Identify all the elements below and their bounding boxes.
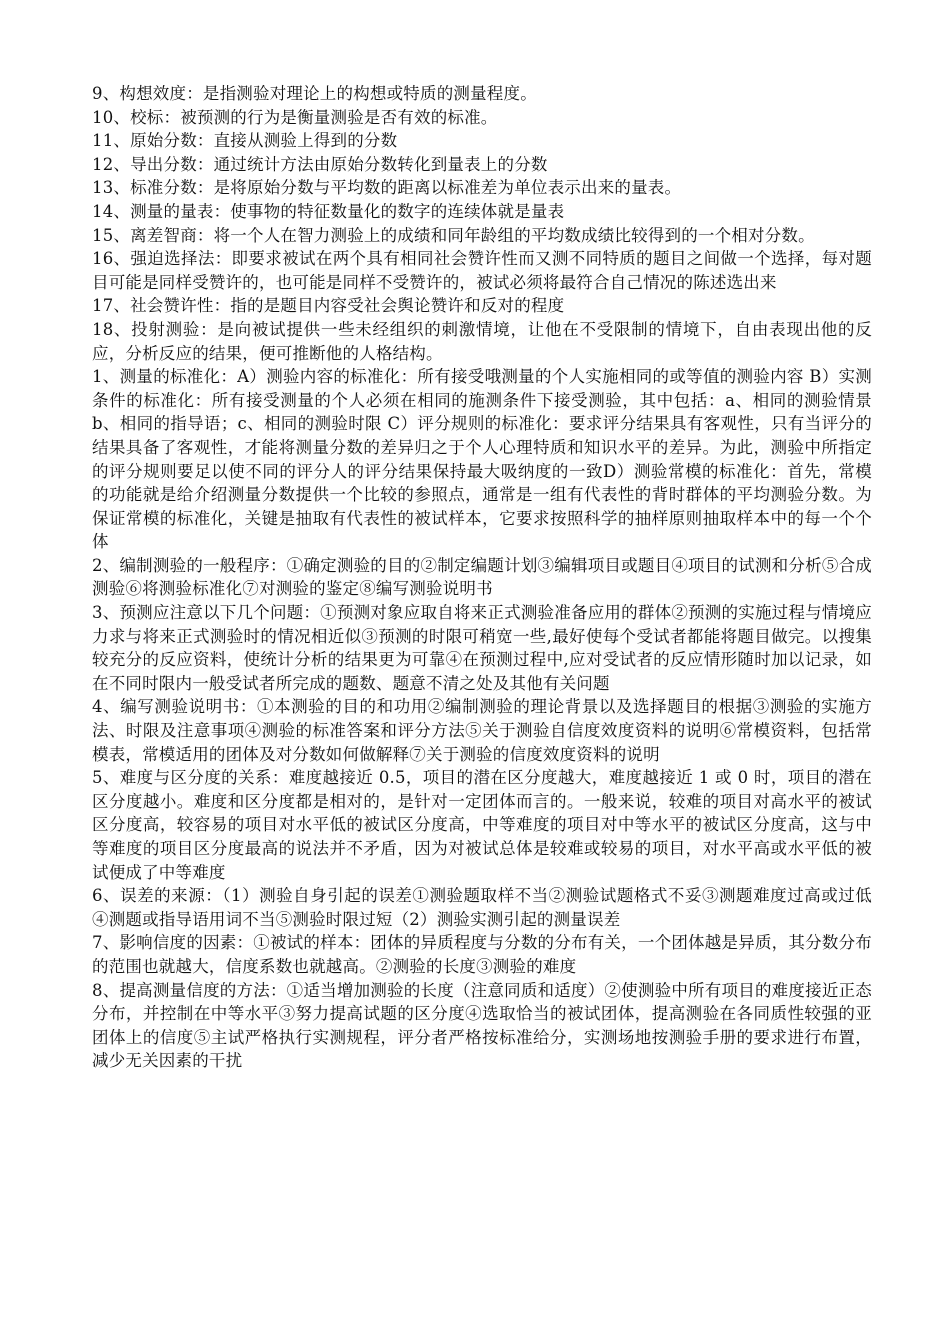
- paragraph-criterion: 10、校标：被预测的行为是衡量测验是否有效的标准。: [92, 107, 498, 127]
- document-body: [92, 82, 872, 1073]
- paragraph-deviation-iq: 15、离差智商：将一个人在智力测验上的成绩和同年龄组的平均数成绩比较得到的一个相对分数。: [92, 225, 815, 245]
- paragraph-raw-score: 11、原始分数：直接从测验上得到的分数: [92, 131, 398, 151]
- paragraph-measurement-scale: 14、测量的量表：使事物的特征数量化的数字的连续体就是量表: [92, 201, 565, 221]
- paragraph-projective-test: 18、投射测验：是向被试提供一些未经组织的刺激情境，让他在不受限制的情境下，自由表现出他的反应，分析反应的结果，便可推断他的人格结构。: [92, 319, 872, 363]
- paragraph-improve-reliability: 8、提高测量信度的方法：①适当增加测验的长度（注意同质和适度）②使测验中所有项目的难度接近正态分布，并控制在中等水平③努力提高试题的区分度④选取恰当的被试团体，提高测验在各同质性较强的亚团体上的信度⑤主试严格执行实测规程，评分者严格按标准给分，实测场地按测验手册的要求进行布置，减少无关因素的干扰: [92, 980, 872, 1071]
- paragraph-reliability-factors: 7、影响信度的因素：①被试的样本：团体的异质程度与分数的分布有关，一个团体越是异质，其分数分布的范围也就越大，信度系数也就越高。②测验的长度③测验的难度: [92, 933, 872, 976]
- paragraph-construct-validity: 9、构想效度：是指测验对理论上的构想或特质的测量程度。: [92, 84, 537, 103]
- paragraph-derived-score: 12、导出分数：通过统计方法由原始分数转化到量表上的分数: [92, 154, 548, 174]
- paragraph-forced-choice: 16、强迫选择法：即要求被试在两个具有相同社会赞许性而又测不同特质的题目之间做一个选择，每对题目可能是同样受赞许的，也可能是同样不受赞许的，被试必须将最符合自己情况的陈述选出来: [92, 249, 872, 292]
- paragraph-error-sources: 6、误差的来源：（1）测验自身引起的误差①测验题取样不当②测验试题格式不妥③测题难度过高或过低④测题或指导语用词不当⑤测验时限过短（2）测验实测引起的测量误差: [92, 886, 872, 929]
- paragraph-social-desirability: 17、社会赞许性：指的是题目内容受社会舆论赞许和反对的程度: [92, 296, 565, 316]
- paragraph-test-manual: 4、编写测验说明书：①本测验的目的和功用②编制测验的理论背景以及选择题目的根据③测验的实施方法、时限及注意事项④测验的标准答案和评分方法⑤关于测验自信度效度资料的说明⑥常模资料，包括常模表，常模适用的团体及对分数如何做解释⑦关于测验的信度效度资料的说明: [92, 697, 872, 764]
- paragraph-standardization: 1、测量的标准化：A）测验内容的标准化：所有接受哦测量的个人实施相同的或等值的测验内容 B）实测条件的标准化：所有接受测量的个人必须在相同的施测条件下接受测验，其中包括：a、相同的测验情景 b、相同的指导语；c、相同的测验时限 C）评分规则的标准化：要求评分结果具有客观性，只有当评分的结果具备了客观性，才能将测量分数的差异归之于个人心理特质和知识水平的差异。为此，测验中所指定的评分规则要足以使不同的评分人的评分结果保持最大吸纳度的一致D）测验常模的标准化：首先，常模的功能就是给介绍测量分数提供一个比较的参照点，通常是一组有代表性的背时群体的平均测验分数。为保证常模的标准化，关键是抽取有代表性的被试样本，它要求按照科学的抽样原则抽取样本中的每一个个体: [92, 367, 872, 552]
- paragraph-difficulty-discrimination: 5、难度与区分度的关系：难度越接近 0.5，项目的潜在区分度越大，难度越接近 1 或 0 时，项目的潜在区分度越小。难度和区分度都是相对的，是针对一定团体而言的。一般来说，较难的项目对高水平的被试区分度高，较容易的项目对水平低的被试区分度高，中等难度的项目对中等水平的被试区分度高，这与中等难度的项目区分度最高的说法并不矛盾，因为对被试总体是较难或较易的项目，对水平高或水平低的被试便成了中等难度: [92, 768, 872, 882]
- paragraph-standard-score: 13、标准分数：是将原始分数与平均数的距离以标准差为单位表示出来的量表。: [92, 178, 682, 198]
- paragraph-test-construction-procedure: 2、编制测验的一般程序：①确定测验的目的②制定编题计划③编辑项目或题目④项目的试测和分析⑤合成测验⑥将测验标准化⑦对测验的鉴定⑧编写测验说明书: [92, 555, 872, 599]
- paragraph-pretest-issues: 3、预测应注意以下几个问题：①预测对象应取自将来正式测验准备应用的群体②预测的实施过程与情境应力求与将来正式测验时的情况相近似③预测的时限可稍宽一些,最好使每个受试者都能将题目做完。以搜集较充分的反应资料，使统计分析的结果更为可靠④在预测过程中,应对受试者的反应情形随时加以记录，如在不同时限内一般受试者所完成的题数、题意不清之处及其他有关问题: [92, 603, 872, 693]
